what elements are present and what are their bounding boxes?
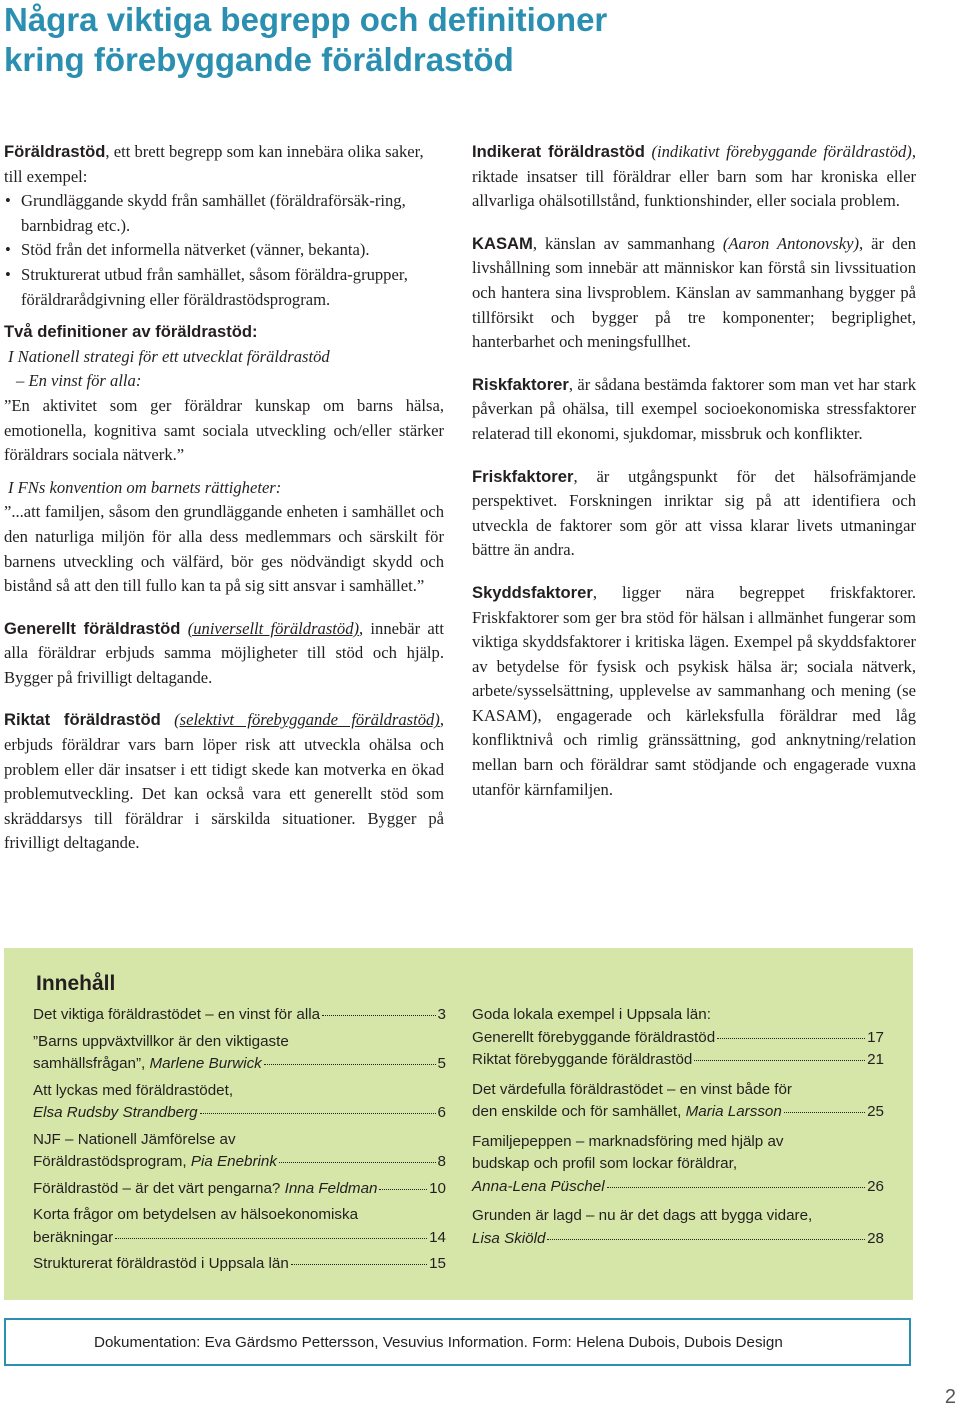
toc-entry-title: Att lyckas med föräldrastödet, bbox=[33, 1081, 234, 1099]
toc-page-number: 10 bbox=[429, 1179, 446, 1197]
toc-entry-title: Riktat förebyggande föräldrastöd bbox=[472, 1051, 693, 1068]
toc-entry[interactable] bbox=[472, 1027, 884, 1050]
toc-entry-author: Marlene Burwick bbox=[149, 1055, 262, 1072]
kasam-paragraph bbox=[472, 232, 916, 355]
toc-entry[interactable] bbox=[472, 1079, 884, 1124]
toc-page-number: 21 bbox=[867, 1051, 884, 1068]
toc-entry-title: Det värdefulla föräldrastödet – en vinst både för bbox=[472, 1080, 792, 1098]
toc-entry[interactable] bbox=[33, 1004, 446, 1027]
riktat-text: , erbjuds föräldrar vars barn löper risk att utveckla ohälsa och problem eller där insatser i ett tidigt skede kan motverka en ökad problemutveckling. Det kan också vara ett generellt stöd som skräddarsys till föräldrar i särskilda situationer. Bygger på frivilligt deltagande. bbox=[4, 710, 444, 853]
intro-text: , ett brett begrepp som kan innebära olika saker, till exempel: bbox=[4, 142, 424, 186]
toc-page-number: 6 bbox=[437, 1104, 446, 1121]
toc-page-number: 3 bbox=[437, 1006, 446, 1023]
toc-entry[interactable] bbox=[33, 1253, 446, 1276]
toc-entry-title: ”Barns uppväxtvillkor är den viktigaste bbox=[33, 1032, 289, 1050]
title-line-2: kring förebyggande föräldrastöd bbox=[4, 41, 514, 78]
friskfaktorer-text: , är utgångspunkt för det hälsofrämjande perspektivet. Forskningen inriktar sig på att identifiera och utveckla de faktorer som gör att vissa klarar livets utmaningar bättre än andra. bbox=[472, 466, 916, 560]
page-title bbox=[4, 0, 704, 80]
toc-entry[interactable] bbox=[33, 1080, 446, 1125]
toc-entry-author: Inna Feldman bbox=[284, 1179, 378, 1197]
toc-page-number: 14 bbox=[429, 1228, 446, 1246]
def2-source: I FNs konvention om barnets rättigheter: bbox=[8, 477, 282, 497]
toc-leader bbox=[379, 1189, 427, 1190]
title-line-1: Några viktiga begrepp och definitioner bbox=[4, 1, 608, 38]
toc-leader bbox=[279, 1162, 436, 1163]
kasam-mid: , känslan av sammanhang bbox=[532, 233, 723, 253]
toc-page-number: 26 bbox=[867, 1177, 884, 1195]
toc-entry-author: Elsa Rudsby Strandberg bbox=[33, 1104, 198, 1121]
toc-leader bbox=[115, 1238, 427, 1239]
toc-heading: Innehåll bbox=[36, 972, 116, 995]
def2-quote: ”...att familjen, såsom den grundläggande enheten i samhället och den naturliga miljön för alla dess medlemmars och särskilt för barnens utveckling och välfärd, bör ges nödvändigt skydd och bistånd så att den till fullo kan ta på sig sitt ansvar i samhället.” bbox=[4, 502, 444, 596]
toc-page-number: 17 bbox=[867, 1028, 884, 1046]
term-skyddsfaktorer: Skyddsfaktorer bbox=[472, 582, 593, 602]
riktat-paren: (selektivt förebyggande föräldrastöd) bbox=[174, 710, 440, 730]
riskfaktorer-paragraph bbox=[472, 373, 916, 447]
kasam-text: , är den livshållning som innebär att människor kan förstå sin livssituation och hantera sina livsproblem. Känslan av sammanhang bygger på tillförsikt och bygger på tre komponenter; begriplighet, hanterbarhet och meningsfullhet. bbox=[472, 233, 916, 352]
riktat-paragraph bbox=[4, 708, 444, 856]
toc-leader bbox=[547, 1239, 865, 1240]
right-column bbox=[472, 140, 916, 802]
toc-page-number: 5 bbox=[437, 1055, 446, 1072]
indikerat-paragraph bbox=[472, 140, 916, 214]
page-number: 2 bbox=[944, 1386, 956, 1408]
def1-source-a: I Nationell strategi för ett utvecklat föräldrastöd bbox=[8, 346, 330, 366]
two-definitions-heading: Två definitioner av föräldrastöd: bbox=[4, 322, 258, 342]
toc-leader bbox=[322, 1015, 436, 1016]
riskfaktorer-text: , är sådana bestämda faktorer som man vet har stark påverkan på ohälsa, till exempel socioekonomiska stressfaktorer relaterad till ekonomi, sjukdomar, missbruk och konflikter. bbox=[472, 374, 916, 443]
toc-left-list bbox=[33, 1004, 446, 1280]
toc-entry-title-cont: den enskilde och för samhället, bbox=[472, 1103, 686, 1120]
term-riskfaktorer: Riskfaktorer bbox=[472, 374, 569, 394]
generellt-text: , innebär att alla föräldrar erbjuds samma möjligheter till stöd och hjälp. Bygger på frivilligt deltagande. bbox=[4, 618, 445, 687]
toc-entry-title: Det viktiga föräldrastödet – en vinst för alla bbox=[33, 1006, 321, 1023]
toc-leader bbox=[784, 1112, 865, 1113]
generellt-paren: (universellt föräldrastöd) bbox=[187, 618, 360, 638]
toc-entry-title: Generellt förebyggande föräldrastöd bbox=[472, 1028, 716, 1046]
left-column bbox=[4, 140, 444, 856]
bullet-item: • Stöd från det informella nätverket (vänner, bekanta). bbox=[4, 238, 444, 263]
generellt-paragraph bbox=[4, 617, 444, 691]
toc-entry[interactable] bbox=[33, 1031, 446, 1076]
credits-box bbox=[4, 1318, 911, 1366]
toc-page-number: 28 bbox=[867, 1229, 884, 1247]
term-foraldrastod: Föräldrastöd bbox=[4, 142, 106, 161]
toc-entry-title: Familjepeppen – marknadsföring med hjälp av bbox=[472, 1132, 784, 1150]
toc-leader bbox=[607, 1187, 866, 1188]
term-generellt: Generellt föräldrastöd bbox=[4, 618, 181, 638]
toc-section-intro: Goda lokala exempel i Uppsala län: bbox=[472, 1006, 711, 1023]
toc-entry-author: Anna-Lena Püschel bbox=[472, 1177, 605, 1195]
toc-entry-author: Lisa Skiöld bbox=[472, 1229, 546, 1247]
intro-paragraph bbox=[4, 140, 444, 189]
toc-entry[interactable] bbox=[33, 1204, 446, 1249]
toc-entry-title-cont: Föräldrastödsprogram, bbox=[33, 1153, 191, 1170]
toc-right-list bbox=[472, 1004, 884, 1257]
friskfaktorer-paragraph bbox=[472, 465, 916, 563]
toc-entry-title: NJF – Nationell Jämförelse av bbox=[33, 1130, 236, 1148]
skyddsfaktorer-paragraph bbox=[472, 581, 916, 802]
toc-page-number: 8 bbox=[437, 1153, 446, 1170]
term-riktat: Riktat föräldrastöd bbox=[4, 710, 161, 730]
indikerat-text: , riktade insatser till föräldrar eller barn som har kroniska eller allvarliga ohälsotillstånd, funktionshinder, eller sociala problem. bbox=[472, 142, 916, 211]
def1-quote: ”En aktivitet som ger föräldrar kunskap om barns hälsa, emotionella, kognitiva samt sociala utveckling och/eller stärker föräldrars sociala nätverk.” bbox=[4, 395, 444, 465]
indikerat-paren: (indikativt förebyggande föräldrastöd) bbox=[651, 142, 912, 161]
toc-page-number: 15 bbox=[429, 1255, 446, 1272]
bullet-item: • Strukturerat utbud från samhället, såsom föräldra-grupper, föräldrarådgivning eller föräldrastödsprogram. bbox=[4, 263, 444, 312]
def1-source-b: – En vinst för alla: bbox=[16, 371, 142, 391]
toc-entry-author: Maria Larsson bbox=[685, 1103, 782, 1120]
toc-entry-title: Föräldrastöd – är det värt pengarna? bbox=[33, 1179, 285, 1197]
toc-leader bbox=[291, 1264, 427, 1265]
toc-leader bbox=[717, 1038, 865, 1039]
toc-entry-author: Pia Enebrink bbox=[190, 1153, 277, 1170]
toc-entry-title-cont: budskap och profil som lockar föräldrar, bbox=[472, 1155, 738, 1172]
toc-entry-title: Grunden är lagd – nu är det dags att bygga vidare, bbox=[472, 1207, 813, 1224]
toc-entry-title: Strukturerat föräldrastöd i Uppsala län bbox=[33, 1255, 289, 1272]
toc-leader bbox=[694, 1060, 865, 1061]
term-kasam: KASAM bbox=[472, 233, 533, 253]
toc-entry[interactable] bbox=[33, 1178, 446, 1201]
term-friskfaktorer: Friskfaktorer bbox=[472, 466, 574, 486]
toc-entry-title-cont: samhällsfrågan”, bbox=[33, 1055, 150, 1072]
skyddsfaktorer-text: , ligger nära begreppet friskfaktorer. Friskfaktorer som ger bra stöd för hälsan i allmänhet fungerar som viktiga skyddsfaktorer i kritiska lägen. Exempel på skyddsfaktorer av betydelse för fysisk och psykisk hälsa är; sociala nätverk, arbete/sysselsättning, upplevelse av sammanhang och mening (se KASAM), engagerade och kärleksfulla föräldrar med låg konfliktnivå och rimlig gränssättning, god anknytning/relation mellan barn och föräldrar samt stödjande och engagerade vuxna utanför kärnfamiljen. bbox=[472, 582, 916, 799]
toc-leader bbox=[200, 1113, 436, 1114]
term-indikerat: Indikerat föräldrastöd bbox=[472, 142, 645, 161]
credits-text: Dokumentation: Eva Gärdsmo Pettersson, Vesuvius Information. Form: Helena Dubois, Dubois Design bbox=[94, 1333, 783, 1351]
toc-leader bbox=[264, 1064, 436, 1065]
bullet-item: • Grundläggande skydd från samhället (föräldraförsäk-ring, barnbidrag etc.). bbox=[4, 189, 444, 238]
toc-entry[interactable] bbox=[472, 1205, 884, 1250]
toc-entry[interactable] bbox=[472, 1049, 884, 1072]
toc-entry-title: Korta frågor om betydelsen av hälsoekonomiska bbox=[33, 1206, 359, 1223]
kasam-paren: (Aaron Antonovsky) bbox=[722, 233, 859, 253]
toc-page-number: 25 bbox=[867, 1103, 884, 1120]
toc-entry-title-cont: beräkningar bbox=[33, 1228, 114, 1246]
toc-entry[interactable] bbox=[33, 1129, 446, 1174]
toc-entry[interactable] bbox=[472, 1131, 884, 1199]
